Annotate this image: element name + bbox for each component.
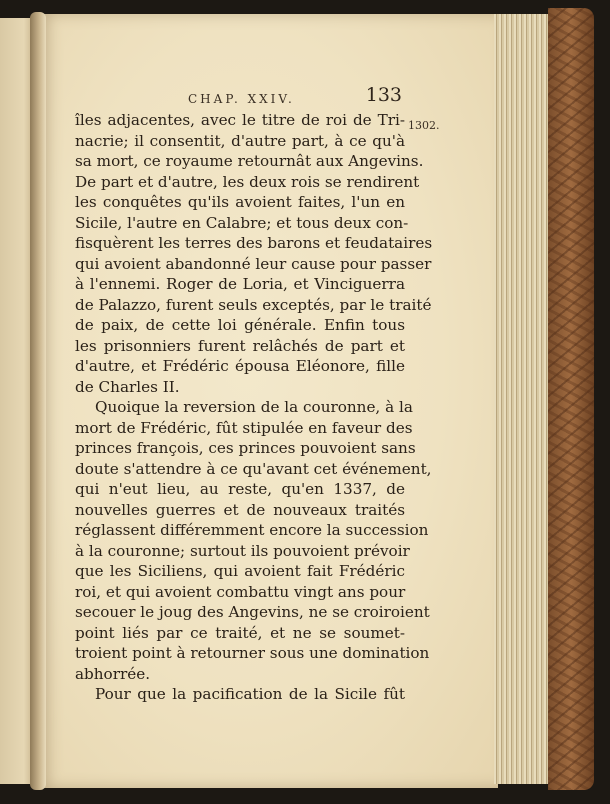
text-line: nouvelles guerres et de nouveaux traités bbox=[75, 500, 405, 519]
text-line: qui n'eut lieu, au reste, qu'en 1337, de bbox=[75, 480, 405, 498]
margin-year-note: 1302. bbox=[408, 119, 440, 132]
text-line: à la couronne; surtout ils pouvoient prévoir bbox=[75, 541, 410, 560]
book-gutter bbox=[30, 12, 46, 790]
text-line: fisquèrent les terres des barons et feudataires bbox=[75, 234, 433, 252]
page-header bbox=[180, 82, 402, 112]
text-line: réglassent différemment encore la succession bbox=[75, 521, 429, 539]
marbled-cover bbox=[548, 8, 594, 790]
text-line: de Palazzo, furent seuls exceptés, par le traité bbox=[75, 295, 432, 314]
text-line: Quoique la reversion de la couronne, à la bbox=[95, 398, 413, 416]
facing-page-edge bbox=[0, 18, 34, 784]
text-line: qui avoient abandonné leur cause pour passer bbox=[75, 254, 432, 273]
page-edges bbox=[494, 14, 550, 784]
text-line: secouer le joug des Angevins, ne se croiroient bbox=[75, 603, 430, 621]
text-line: nacrie; il consentit, d'autre part, à ce qu'à bbox=[75, 131, 405, 150]
text-line: princes françois, ces princes pouvoient sans bbox=[75, 439, 416, 457]
running-head: CHAP. XXIV. bbox=[188, 92, 295, 106]
text-line: abhorrée. bbox=[75, 664, 151, 683]
text-line: roi, et qui avoient combattu vingt ans pour bbox=[75, 582, 406, 601]
text-line: de paix, de cette loi générale. Enfin tous bbox=[75, 316, 405, 334]
text-line: les prisonniers furent relâchés de part et bbox=[75, 336, 405, 355]
text-line: d'autre, et Frédéric épousa Eléonore, fille bbox=[75, 357, 405, 375]
text-line: de Charles II. bbox=[75, 377, 180, 396]
text-line: sa mort, ce royaume retournât aux Angevins. bbox=[75, 152, 424, 170]
text-line: De part et d'autre, les deux rois se rendirent bbox=[75, 172, 420, 191]
page-number: 133 bbox=[365, 84, 402, 106]
text-line: à l'ennemi. Roger de Loria, et Vinciguerra bbox=[75, 275, 405, 293]
text-line: mort de Frédéric, fût stipulée en faveur des bbox=[75, 418, 413, 437]
text-line: point liés par ce traité, et ne se soumet- bbox=[75, 623, 405, 642]
text-line: que les Siciliens, qui avoient fait Frédéric bbox=[75, 562, 405, 580]
text-line: doute s'attendre à ce qu'avant cet événement, bbox=[75, 459, 432, 478]
text-line: Sicile, l'autre en Calabre; et tous deux con- bbox=[75, 213, 409, 232]
text-line: troient point à retourner sous une domination bbox=[75, 644, 430, 662]
text-line: îles adjacentes, avec le titre de roi de Tri- bbox=[75, 111, 405, 129]
text-line: les conquêtes qu'ils avoient faites, l'un en bbox=[75, 193, 405, 211]
text-line: Pour que la pacification de la Sicile fût bbox=[95, 685, 405, 703]
